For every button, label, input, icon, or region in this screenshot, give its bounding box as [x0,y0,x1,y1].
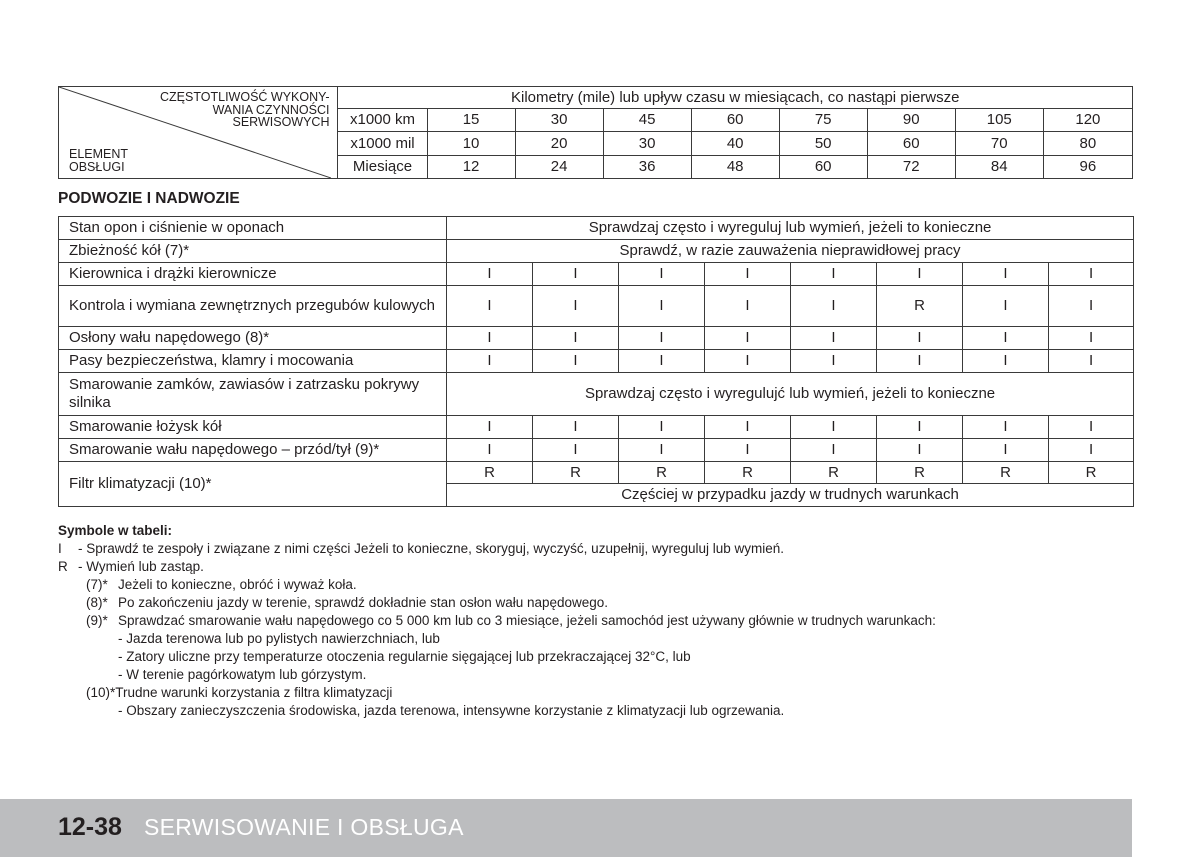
schedule-row [59,286,1134,327]
interval-mark: I [447,327,533,350]
item-label: Smarowanie zamków, zawiasów i zatrzasku pokrywy silnika [59,373,447,416]
item-label: Kierownica i drążki kierownicze [59,263,447,286]
item-label: Smarowanie wału napędowego – przód/tył (9)* [59,439,447,462]
interval-mark: I [533,439,619,462]
schedule-row [59,327,1134,350]
interval-mark: I [791,439,877,462]
interval-mark: I [533,263,619,286]
schedule-row [59,350,1134,373]
interval-value: 72 [867,155,955,178]
interval-mark: I [705,416,791,439]
interval-mark: I [447,416,533,439]
interval-value: 105 [955,109,1043,132]
span-note: Sprawdzaj często i wyreguluj lub wymień, jeżeli to konieczne [447,217,1134,240]
interval-mark: I [1049,286,1134,327]
interval-value: 12 [427,155,515,178]
span-note: Sprawdzaj często i wyregulujć lub wymień, jeżeli to konieczne [447,373,1134,416]
interval-mark: I [619,263,705,286]
item-label: Zbieżność kół (7)* [59,240,447,263]
sub-item: - Obszary zanieczyszczenia środowiska, jazda terenowa, intensywne korzystanie z klimatyzacji lub ogrzewania. [118,703,785,718]
interval-mark: I [619,416,705,439]
interval-mark: I [619,350,705,373]
schedule-row [59,462,1134,484]
interval-mark: I [1049,350,1134,373]
page-number: 12-38 [58,813,122,841]
interval-value: 84 [955,155,1043,178]
interval-value: 15 [427,109,515,132]
interval-mark: R [447,462,533,484]
interval-mark: R [619,462,705,484]
interval-mark: I [447,439,533,462]
footnote-text: Sprawdzać smarowanie wału napędowego co 5 000 km lub co 3 miesiące, jeżeli samochód jest używany głównie w trudnych warunkach: [118,613,936,628]
interval-mark: I [533,416,619,439]
interval-mark: I [877,263,963,286]
footnote-text: Jeżeli to konieczne, obróć i wyważ koła. [118,577,357,592]
footnote-tag: (8)* [86,595,108,610]
interval-value: 90 [867,109,955,132]
schedule-row [59,373,1134,416]
interval-mark: I [1049,416,1134,439]
interval-mark: I [963,416,1049,439]
interval-mark: I [619,439,705,462]
interval-mark: I [963,327,1049,350]
interval-mark: R [705,462,791,484]
item-label: Stan opon i ciśnienie w oponach [59,217,447,240]
interval-mark: I [791,286,877,327]
footnote-row [58,576,1138,594]
item-label: Pasy bezpieczeństwa, klamry i mocowania [59,350,447,373]
interval-value: 10 [427,132,515,155]
item-label: Kontrola i wymiana zewnętrznych przegubów kulowych [59,286,447,327]
interval-mark: I [705,286,791,327]
interval-mark: I [963,350,1049,373]
interval-mark: I [791,263,877,286]
unit-cell: x1000 km [338,109,427,132]
symbol-text: - Sprawdź te zespoły i związane z nimi części Jeżeli to konieczne, skoryguj, wyczyść, uzupełnij, wyreguluj lub wymień. [78,541,785,556]
interval-mark: I [705,263,791,286]
interval-mark: R [877,286,963,327]
interval-value: 96 [1043,155,1132,178]
interval-mark: I [963,439,1049,462]
item-label: Smarowanie łożysk kół [59,416,447,439]
interval-mark: I [963,286,1049,327]
interval-mark: I [1049,263,1134,286]
page-footer [0,799,1132,857]
interval-mark: I [1049,327,1134,350]
frequency-label: CZĘSTOTLIWOŚĆ WYKONY- WANIA CZYNNOŚCI SERWISOWYCH [160,90,330,129]
span-note: Częściej w przypadku jazdy w trudnych warunkach [447,484,1134,507]
interval-value: 120 [1043,109,1132,132]
interval-mark: I [877,350,963,373]
interval-mark: I [447,286,533,327]
interval-mark: R [533,462,619,484]
symbol-row [58,540,1138,558]
interval-caption: Kilometry (mile) lub upływ czasu w miesiącach, co nastąpi pierwsze [338,87,1133,109]
schedule-row [59,217,1134,240]
interval-mark: I [533,286,619,327]
interval-mark: R [1049,462,1134,484]
footnote-tag: (7)* [86,577,108,592]
footnote-tag: (9)* [86,613,108,628]
interval-mark: R [791,462,877,484]
sub-item: - Zatory uliczne przy temperaturze otoczenia regularnie sięgającej lub przekraczającej 32°C, lub [118,649,691,664]
interval-value: 20 [515,132,603,155]
footnote-row [58,612,1138,630]
symbols-legend [58,522,1138,720]
interval-value: 36 [603,155,691,178]
interval-mark: I [1049,439,1134,462]
interval-mark: I [533,327,619,350]
interval-mark: I [533,350,619,373]
interval-value: 40 [691,132,779,155]
interval-mark: I [447,350,533,373]
schedule-row [59,439,1134,462]
interval-mark: I [877,416,963,439]
interval-value: 60 [691,109,779,132]
symbol-text: - Wymień lub zastąp. [78,559,204,574]
unit-cell: x1000 mil [338,132,427,155]
legend-title: Symbole w tabeli: [58,523,173,538]
interval-mark: I [791,327,877,350]
sub-item: - W terenie pagórkowatym lub górzystym. [118,667,367,682]
footnote-row [58,594,1138,612]
corner-cell [59,87,338,179]
footnote-row: (10)*Trudne warunki korzystania z filtra klimatyzacji [86,685,393,700]
interval-value: 48 [691,155,779,178]
schedule-row [59,416,1134,439]
item-label: Filtr klimatyzacji (10)* [59,462,447,507]
interval-value: 30 [603,132,691,155]
schedule-row [59,263,1134,286]
element-label: ELEMENT OBSŁUGI [69,147,129,174]
interval-value: 60 [867,132,955,155]
interval-value: 70 [955,132,1043,155]
interval-mark: I [619,286,705,327]
maintenance-schedule-table [58,216,1134,507]
interval-mark: I [447,263,533,286]
chapter-title: SERWISOWANIE I OBSŁUGA [144,814,464,840]
interval-mark: I [705,327,791,350]
interval-value: 60 [779,155,867,178]
footnote-text: Po zakończeniu jazdy w terenie, sprawdź dokładnie stan osłon wału napędowego. [118,595,609,610]
unit-cell: Miesiące [338,155,427,178]
interval-mark: I [705,439,791,462]
interval-mark: R [963,462,1049,484]
section-title: PODWOZIE I NADWOZIE [58,190,240,207]
interval-mark: I [963,263,1049,286]
symbol-row [58,558,1138,576]
interval-value: 30 [515,109,603,132]
span-note: Sprawdź, w razie zauważenia nieprawidłowej pracy [447,240,1134,263]
schedule-row [59,240,1134,263]
interval-mark: I [705,350,791,373]
interval-mark: I [791,416,877,439]
interval-mark: I [877,327,963,350]
item-label: Osłony wału napędowego (8)* [59,327,447,350]
symbol-key: R [58,559,68,574]
interval-header-table [58,86,1133,179]
interval-value: 50 [779,132,867,155]
interval-value: 24 [515,155,603,178]
sub-item: - Jazda terenowa lub po pylistych nawierzchniach, lub [118,631,440,646]
interval-mark: I [791,350,877,373]
symbol-key: I [58,541,62,556]
interval-value: 45 [603,109,691,132]
interval-value: 80 [1043,132,1132,155]
interval-mark: I [619,327,705,350]
interval-mark: I [877,439,963,462]
interval-value: 75 [779,109,867,132]
interval-mark: R [877,462,963,484]
